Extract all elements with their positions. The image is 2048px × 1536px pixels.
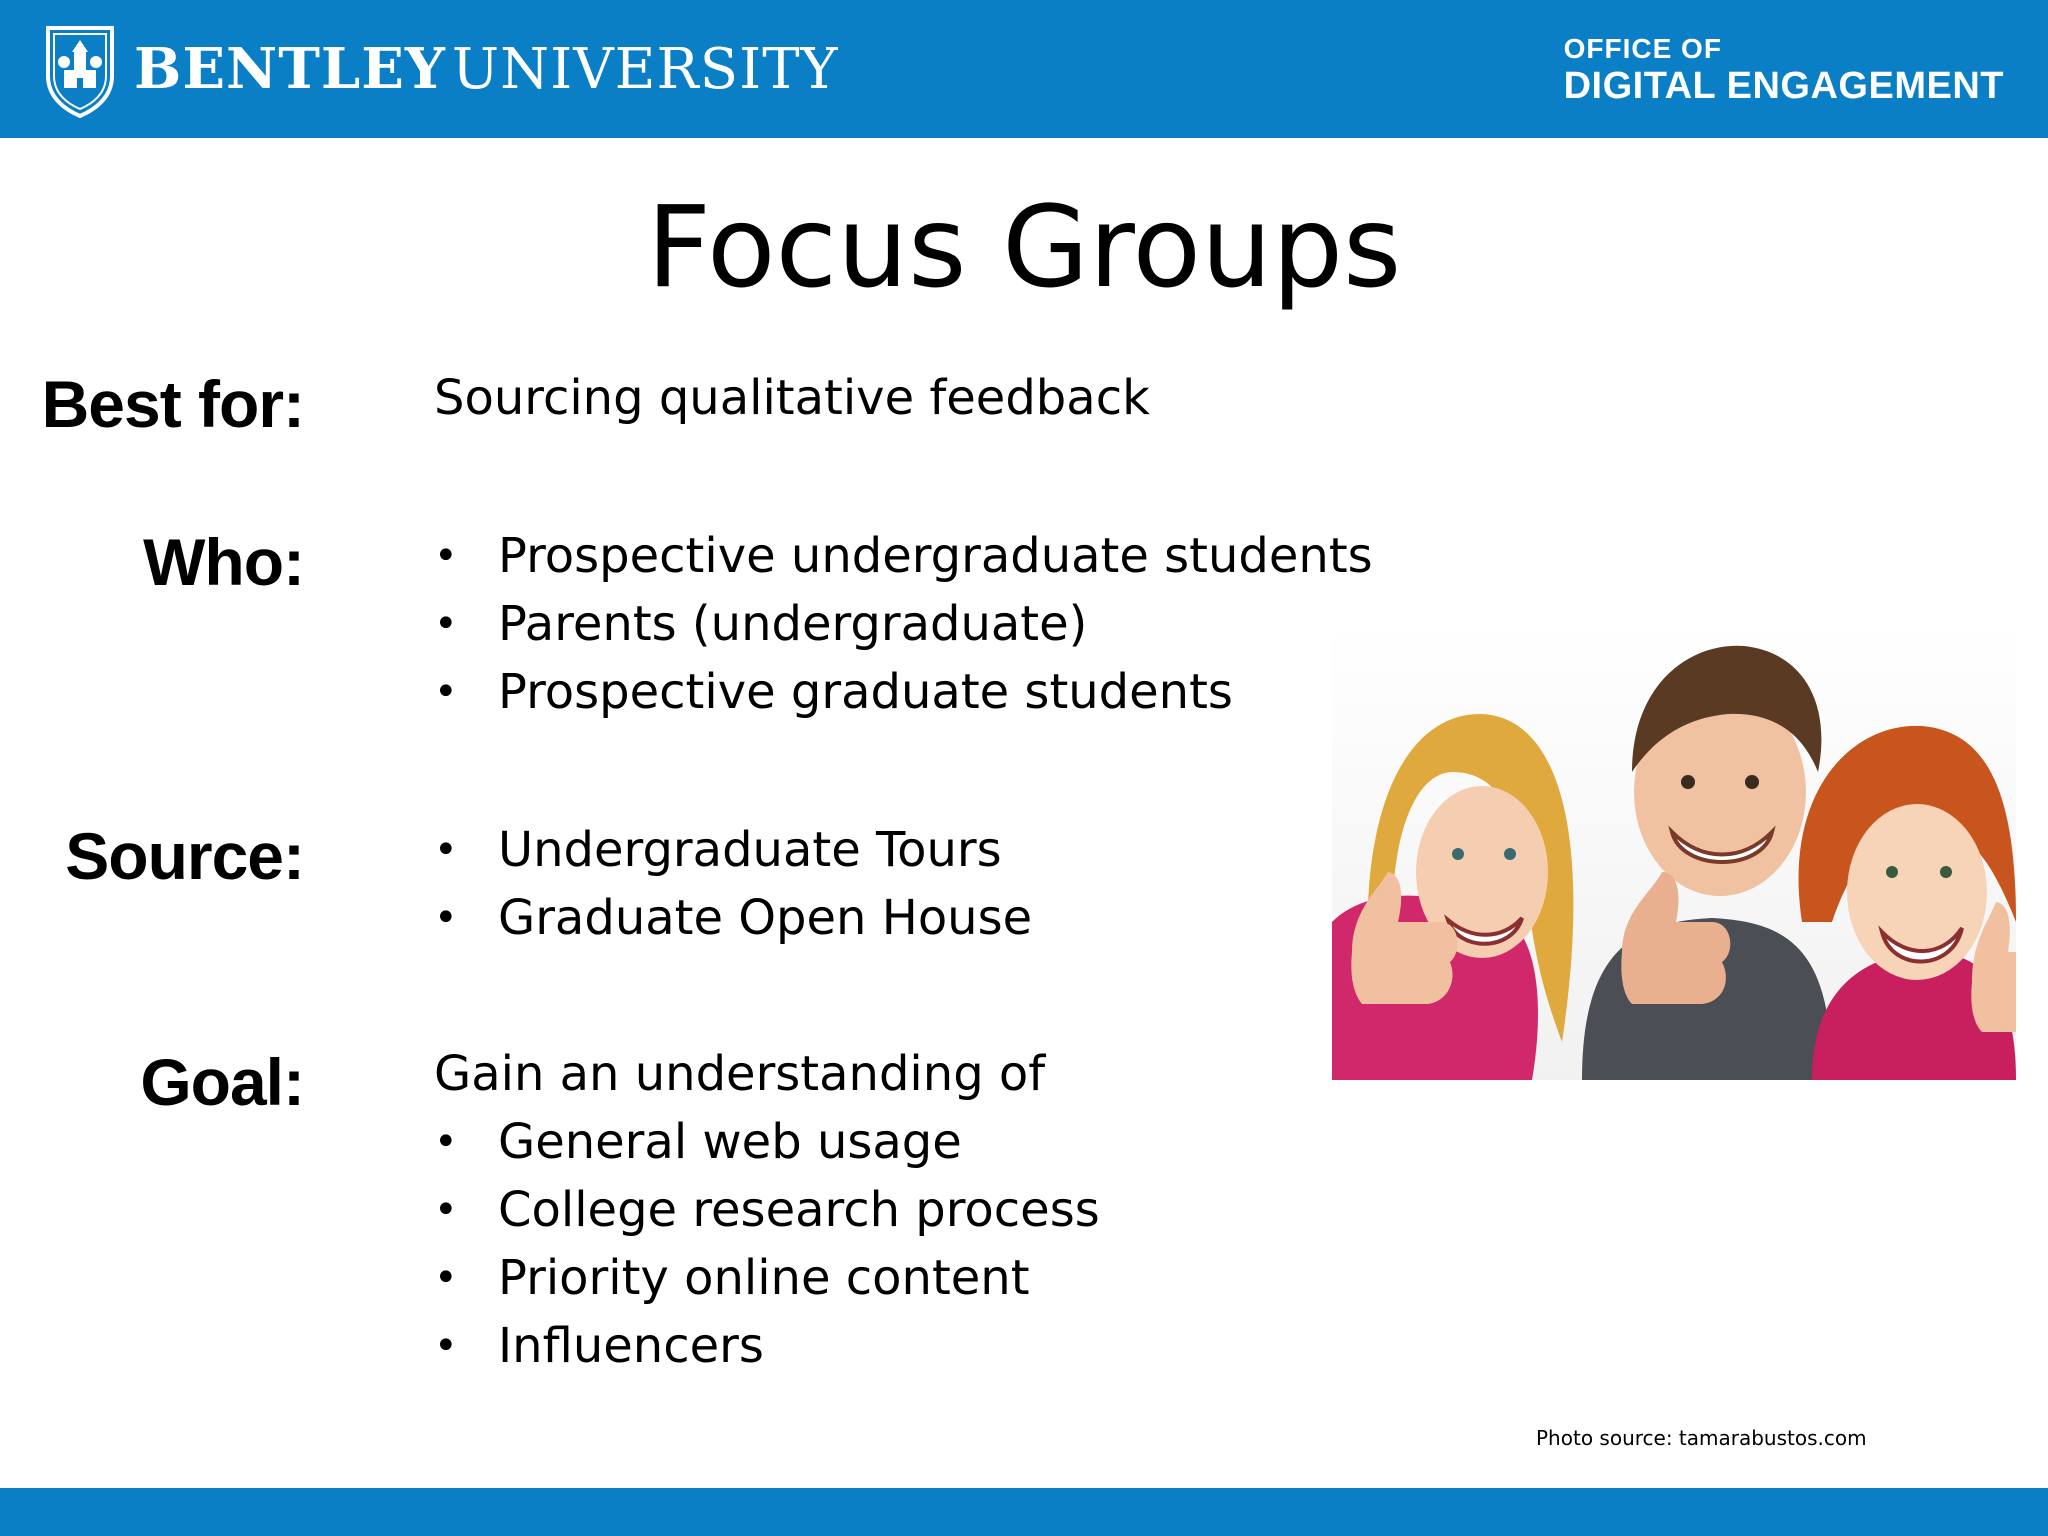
list-item bbox=[434, 658, 1373, 726]
bullet-icon: • bbox=[434, 1119, 458, 1165]
list-item-text: Prospective graduate students bbox=[498, 664, 1233, 720]
goal-list bbox=[434, 1108, 1100, 1380]
brand-bold: BENTLEY bbox=[134, 36, 446, 102]
bullet-icon: • bbox=[434, 601, 458, 647]
students-photo bbox=[1332, 622, 2016, 1080]
goal-label: Goal: bbox=[140, 1045, 304, 1119]
goal-intro: Gain an understanding of bbox=[434, 1046, 1046, 1102]
photo-credit: Photo source: tamarabustos.com bbox=[1536, 1426, 1867, 1450]
list-item-text: Prospective undergraduate students bbox=[498, 528, 1373, 584]
bullet-icon: • bbox=[434, 1187, 458, 1233]
source-list bbox=[434, 816, 1032, 952]
bullet-icon: • bbox=[434, 895, 458, 941]
who-label: Who: bbox=[143, 525, 304, 599]
list-item-text: Graduate Open House bbox=[498, 890, 1033, 946]
list-item-text: Priority online content bbox=[498, 1250, 1030, 1306]
bullet-icon: • bbox=[434, 1255, 458, 1301]
office-of-digital-engagement bbox=[1564, 34, 2004, 108]
source-label: Source: bbox=[65, 819, 304, 893]
list-item bbox=[434, 590, 1373, 658]
best-for-label: Best for: bbox=[41, 367, 304, 441]
list-item bbox=[434, 522, 1373, 590]
list-item bbox=[434, 1312, 1100, 1380]
bullet-icon: • bbox=[434, 533, 458, 579]
office-line-2: DIGITAL ENGAGEMENT bbox=[1563, 65, 2004, 107]
list-item-text: Undergraduate Tours bbox=[498, 822, 1002, 878]
university-shield-logo-icon bbox=[44, 22, 116, 118]
header-bar bbox=[0, 0, 2048, 138]
list-item-text: Parents (undergraduate) bbox=[498, 596, 1088, 652]
list-item bbox=[434, 884, 1032, 952]
who-list bbox=[434, 522, 1373, 726]
slide-title: Focus Groups bbox=[646, 183, 1402, 313]
students-thumbs-up-photo-icon bbox=[1332, 622, 2016, 1080]
list-item-text: College research process bbox=[498, 1182, 1100, 1238]
list-item-text: General web usage bbox=[498, 1114, 962, 1170]
list-item bbox=[434, 1176, 1100, 1244]
bullet-icon: • bbox=[434, 1323, 458, 1369]
brand-light: UNIVERSITY bbox=[451, 37, 839, 102]
list-item-text: Influencers bbox=[498, 1318, 764, 1374]
list-item bbox=[434, 1244, 1100, 1312]
university-wordmark[interactable] bbox=[134, 36, 839, 102]
office-line-1: OFFICE OF bbox=[1563, 33, 1722, 64]
best-for-text: Sourcing qualitative feedback bbox=[434, 370, 1150, 426]
list-item bbox=[434, 1108, 1100, 1176]
list-item bbox=[434, 816, 1032, 884]
bullet-icon: • bbox=[434, 827, 458, 873]
footer-bar bbox=[0, 1488, 2048, 1536]
bullet-icon: • bbox=[434, 669, 458, 715]
